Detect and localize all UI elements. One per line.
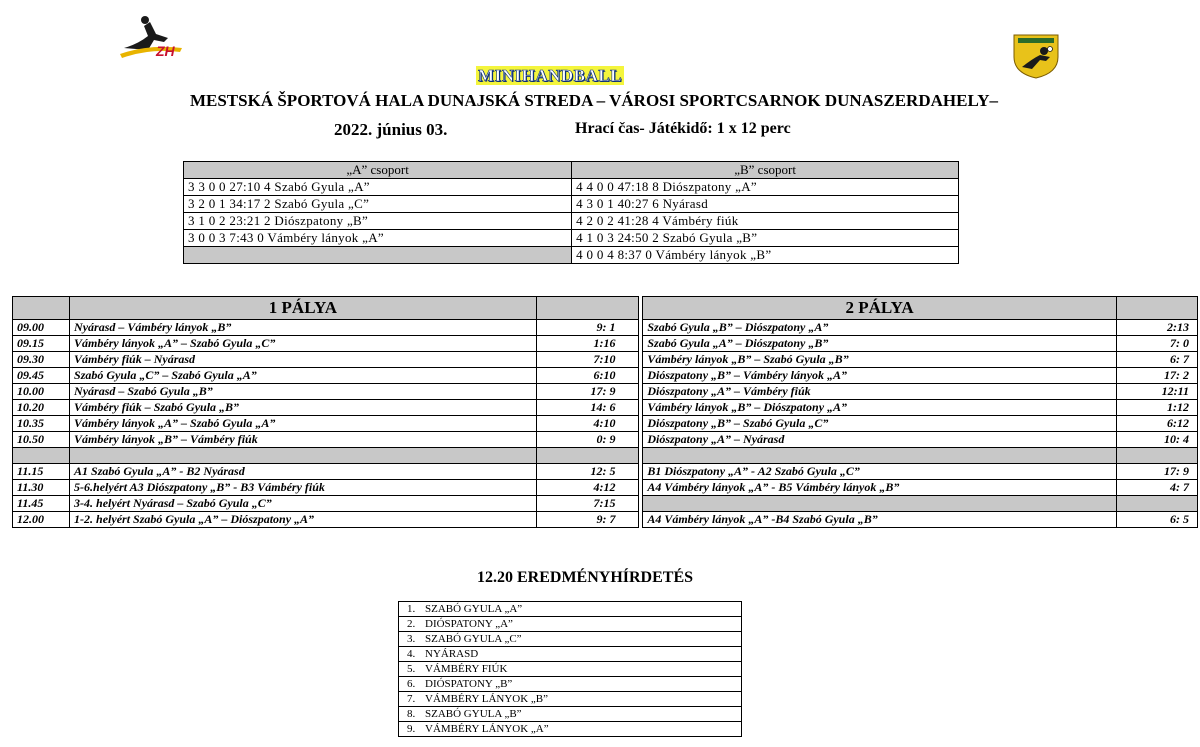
table-row (13, 368, 1198, 384)
court-2-score: 17: 2 (1116, 368, 1197, 384)
empty-cell (1116, 448, 1197, 464)
court-2-score: 1:12 (1116, 400, 1197, 416)
announcement: 12.20 EREDMÉNYHÍRDETÉS (476, 569, 694, 586)
group-a-row: 3 1 0 2 23:21 2 Diószpatony „B” (184, 213, 572, 230)
court-1-match: Szabó Gyula „C” – Szabó Gyula „A” (70, 368, 537, 384)
group-b-row: 4 1 0 3 24:50 2 Szabó Gyula „B” (572, 230, 959, 247)
court-2-match: Vámbéry lányok „B” – Szabó Gyula „B” (643, 352, 1116, 368)
table-row (184, 230, 959, 247)
list-item (399, 707, 742, 722)
rank-team: NYÁRASD (425, 648, 479, 660)
court-1-match: A1 Szabó Gyula „A” - B2 Nyárasd (70, 464, 537, 480)
ranking-cell (399, 602, 742, 617)
court-2-score (1116, 496, 1197, 512)
table-row (13, 496, 1198, 512)
court-1-match: Vámbéry lányok „A” – Szabó Gyula „C” (70, 336, 537, 352)
rank-team: VÁMBÉRY FIÚK (425, 663, 508, 675)
table-row (184, 247, 959, 264)
list-item (399, 662, 742, 677)
court-2-match: Diószpatony „B” – Vámbéry lányok „A” (643, 368, 1116, 384)
court-2-match: A4 Vámbéry lányok „A” -B4 Szabó Gyula „B” (643, 512, 1116, 528)
court-1-score: 7:10 (536, 352, 638, 368)
court-1-score: 6:10 (536, 368, 638, 384)
court-2-match: B1 Diószpatony „A” - A2 Szabó Gyula „C” (643, 464, 1116, 480)
group-b-row: 4 3 0 1 40:27 6 Nyárasd (572, 196, 959, 213)
court-2-match: Diószpatony „A” – Vámbéry fiúk (643, 384, 1116, 400)
court-1-score: 4:12 (536, 480, 638, 496)
table-row (13, 464, 1198, 480)
match-time: 09.30 (13, 352, 70, 368)
court-2-match (643, 496, 1116, 512)
court-1-match: Nyárasd – Szabó Gyula „B” (70, 384, 537, 400)
list-item (399, 677, 742, 692)
empty-cell (13, 448, 70, 464)
match-schedule-table (12, 296, 1198, 528)
rank-team: VÁMBÉRY LÁNYOK „A” (425, 723, 549, 735)
play-time: Hrací čas- Játékidő: 1 x 12 perc (575, 120, 791, 137)
group-standings-table (183, 161, 959, 264)
group-a-row: 3 0 0 3 7:43 0 Vámbéry lányok „A” (184, 230, 572, 247)
rank-number: 2. (407, 618, 416, 630)
group-b-row: 4 0 0 4 8:37 0 Vámbéry lányok „B” (572, 247, 959, 264)
table-row (184, 196, 959, 213)
court-1-match: Nyárasd – Vámbéry lányok „B” (70, 320, 537, 336)
court-1-match: Vámbéry lányok „B” – Vámbéry fiúk (70, 432, 537, 448)
event-date: 2022. június 03. (334, 120, 448, 139)
match-time: 09.00 (13, 320, 70, 336)
empty-cell (70, 448, 537, 464)
match-time: 10.35 (13, 416, 70, 432)
list-item (399, 692, 742, 707)
match-time: 09.45 (13, 368, 70, 384)
table-row (13, 480, 1198, 496)
list-item (399, 722, 742, 737)
court-2-match: Diószpatony „B” – Szabó Gyula „C” (643, 416, 1116, 432)
court-1-match: Vámbéry fiúk – Nyárasd (70, 352, 537, 368)
schedule-header-row (13, 297, 1198, 320)
match-time: 10.20 (13, 400, 70, 416)
match-time: 12.00 (13, 512, 70, 528)
group-a-row: 3 2 0 1 34:17 2 Szabó Gyula „C” (184, 196, 572, 213)
group-b-row: 4 2 0 2 41:28 4 Vámbéry fiúk (572, 213, 959, 230)
table-row (13, 400, 1198, 416)
group-a-header: „A” csoport (184, 162, 572, 179)
court-2-score-header (1116, 297, 1197, 320)
court-2-score: 7: 0 (1116, 336, 1197, 352)
court-1-score: 4:10 (536, 416, 638, 432)
rank-number: 7. (407, 693, 416, 705)
match-time: 09.15 (13, 336, 70, 352)
final-ranking-table (398, 601, 742, 737)
empty-cell (184, 247, 572, 264)
court-1-match: 3-4. helyért Nyárasd – Szabó Gyula „C” (70, 496, 537, 512)
list-item (399, 617, 742, 632)
court-1-score: 7:15 (536, 496, 638, 512)
court-1-score: 14: 6 (536, 400, 638, 416)
page-title: MESTSKÁ ŠPORTOVÁ HALA DUNAJSKÁ STREDA – VÁROSI SPORTCSARNOK DUNASZERDAHELY– (189, 91, 999, 110)
table-row (13, 416, 1198, 432)
match-time: 10.00 (13, 384, 70, 400)
ranking-cell (399, 692, 742, 707)
rank-number: 4. (407, 648, 416, 660)
rank-team: DIÓSPATONY „A” (425, 618, 513, 630)
court-1-match: 5-6.helyért A3 Diószpatony „B” - B3 Vámbéry fiúk (70, 480, 537, 496)
ranking-cell (399, 662, 742, 677)
court-2-match: Szabó Gyula „B” – Diószpatony „A” (643, 320, 1116, 336)
rank-team: VÁMBÉRY LÁNYOK „B” (425, 693, 549, 705)
court-2-match: Vámbéry lányok „B” – Diószpatony „A” (643, 400, 1116, 416)
rank-number: 9. (407, 723, 416, 735)
ranking-cell (399, 722, 742, 737)
list-item (399, 647, 742, 662)
court-2-match: Diószpatony „A” – Nyárasd (643, 432, 1116, 448)
table-row (13, 432, 1198, 448)
court-1-score: 0: 9 (536, 432, 638, 448)
match-time: 11.45 (13, 496, 70, 512)
court-2-score: 6: 5 (1116, 512, 1197, 528)
court-1-score-header (536, 297, 638, 320)
subtitle: MINIHANDBALL (478, 66, 622, 85)
table-row (184, 213, 959, 230)
court-2-header: 2 PÁLYA (643, 297, 1116, 320)
ranking-cell (399, 617, 742, 632)
court-1-match: Vámbéry lányok „A” – Szabó Gyula „A” (70, 416, 537, 432)
match-time: 11.30 (13, 480, 70, 496)
group-b-header: „B” csoport (572, 162, 959, 179)
court-1-score: 12: 5 (536, 464, 638, 480)
rank-number: 6. (407, 678, 416, 690)
court-1-match: 1-2. helyért Szabó Gyula „A” – Diószpatony „A” (70, 512, 537, 528)
court-2-match: A4 Vámbéry lányok „A” - B5 Vámbéry lányok „B” (643, 480, 1116, 496)
rank-team: SZABÓ GYULA „C” (425, 633, 522, 645)
time-header (13, 297, 70, 320)
court-2-match: Szabó Gyula „A” – Diószpatony „B” (643, 336, 1116, 352)
group-a-row: 3 3 0 0 27:10 4 Szabó Gyula „A” (184, 179, 572, 196)
court-2-score: 17: 9 (1116, 464, 1197, 480)
table-row (13, 336, 1198, 352)
rank-number: 1. (407, 603, 416, 615)
rank-team: SZABÓ GYULA „B” (425, 708, 522, 720)
table-row (13, 512, 1198, 528)
match-time: 10.50 (13, 432, 70, 448)
table-row (13, 320, 1198, 336)
court-1-score: 1:16 (536, 336, 638, 352)
rank-number: 3. (407, 633, 416, 645)
table-row (184, 179, 959, 196)
rank-number: 5. (407, 663, 416, 675)
svg-text:ZH: ZH (156, 43, 175, 59)
group-b-row: 4 4 0 0 47:18 8 Diószpatony „A” (572, 179, 959, 196)
court-1-match: Vámbéry fiúk – Szabó Gyula „B” (70, 400, 537, 416)
ranking-cell (399, 677, 742, 692)
handball-federation-logo (118, 14, 186, 60)
ranking-cell (399, 647, 742, 662)
list-item (399, 632, 742, 647)
court-2-score: 12:11 (1116, 384, 1197, 400)
match-time: 11.15 (13, 464, 70, 480)
court-2-score: 2:13 (1116, 320, 1197, 336)
court-1-score: 9: 1 (536, 320, 638, 336)
court-2-score: 10: 4 (1116, 432, 1197, 448)
empty-cell (536, 448, 638, 464)
rank-team: DIÓSPATONY „B” (425, 678, 513, 690)
court-1-score: 9: 7 (536, 512, 638, 528)
ranking-cell (399, 632, 742, 647)
separator-row (13, 448, 1198, 464)
table-row (13, 352, 1198, 368)
court-2-score: 6: 7 (1116, 352, 1197, 368)
list-item (399, 602, 742, 617)
court-2-score: 4: 7 (1116, 480, 1197, 496)
empty-cell (643, 448, 1116, 464)
rank-team: SZABÓ GYULA „A” (425, 603, 523, 615)
court-1-score: 17: 9 (536, 384, 638, 400)
court-1-header: 1 PÁLYA (70, 297, 537, 320)
court-2-score: 6:12 (1116, 416, 1197, 432)
rank-number: 8. (407, 708, 416, 720)
table-row (13, 384, 1198, 400)
ranking-cell (399, 707, 742, 722)
